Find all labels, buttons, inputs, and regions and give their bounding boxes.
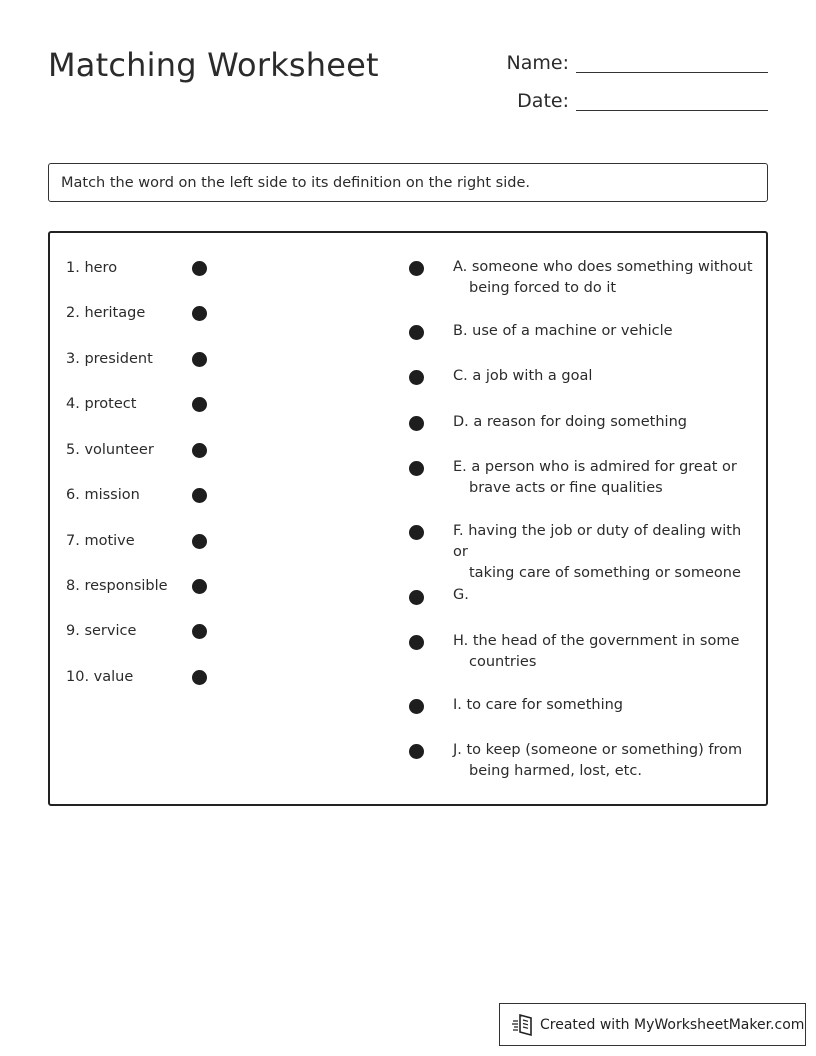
name-line[interactable] [576,53,768,73]
definition-line2: being forced to do it [469,280,617,296]
page-title: Matching Worksheet [48,46,379,84]
definition-dot-a[interactable] [409,261,424,276]
definition-line1: A. someone who does something without [453,259,753,275]
definition-dot-j[interactable] [409,744,424,759]
name-label: Name: [506,52,569,74]
worksheet-logo-icon [510,1012,536,1038]
date-label: Date: [517,90,569,112]
definition-line1: H. the head of the government in some [453,633,740,649]
definition-dot-b[interactable] [409,325,424,340]
definition-dot-i[interactable] [409,699,424,714]
word-item-9: 9. service [66,623,137,639]
word-dot-7[interactable] [192,534,207,549]
definition-item-b [453,321,753,342]
word-dot-8[interactable] [192,579,207,594]
word-dot-10[interactable] [192,670,207,685]
word-dot-3[interactable] [192,352,207,367]
word-item-7: 7. motive [66,533,135,549]
definition-line1: C. a job with a goal [453,368,593,384]
word-dot-4[interactable] [192,397,207,412]
word-item-2: 2. heritage [66,305,146,321]
word-item-3: 3. president [66,351,153,367]
definition-line1: D. a reason for doing something [453,414,687,430]
word-dot-5[interactable] [192,443,207,458]
footer-credit[interactable] [499,1003,806,1046]
definition-item-h [453,631,753,673]
definition-line1: J. to keep (someone or something) from [453,742,743,758]
definition-item-j [453,740,753,782]
word-dot-1[interactable] [192,261,207,276]
date-line[interactable] [576,91,768,111]
name-field-row [489,52,768,74]
word-item-10: 10. value [66,669,134,685]
definition-item-f [453,521,753,584]
definition-dot-g[interactable] [409,590,424,605]
definition-item-i [453,695,753,716]
definition-line1: G. [453,587,469,603]
definition-dot-f[interactable] [409,525,424,540]
word-item-8: 8. responsible [66,578,168,594]
word-item-5: 5. volunteer [66,442,154,458]
definition-line2: brave acts or fine qualities [469,480,663,496]
word-dot-2[interactable] [192,306,207,321]
matching-box [48,231,768,806]
definition-item-g [453,585,753,606]
definition-line1: I. to care for something [453,697,624,713]
definition-dot-d[interactable] [409,416,424,431]
definition-line2: countries [469,654,537,670]
word-item-1: 1. hero [66,260,118,276]
word-item-4: 4. protect [66,396,137,412]
definition-line1: F. having the job or duty of dealing with or [453,523,742,560]
date-field-row [489,90,768,112]
definition-dot-e[interactable] [409,461,424,476]
definition-dot-c[interactable] [409,370,424,385]
definition-line2: being harmed, lost, etc. [469,763,642,779]
footer-text: Created with MyWorksheetMaker.com [540,1016,805,1033]
definition-item-c [453,366,753,387]
word-dot-6[interactable] [192,488,207,503]
definition-item-a [453,257,753,299]
definition-line1: E. a person who is admired for great or [453,459,737,475]
definition-line1: B. use of a machine or vehicle [453,323,673,339]
instructions-text: Match the word on the left side to its definition on the right side. [61,174,530,191]
word-item-6: 6. mission [66,487,140,503]
instructions-box [48,163,768,202]
word-dot-9[interactable] [192,624,207,639]
definition-item-d [453,412,753,433]
definition-item-e [453,457,753,499]
definition-line2: taking care of something or someone [469,565,741,581]
definition-dot-h[interactable] [409,635,424,650]
